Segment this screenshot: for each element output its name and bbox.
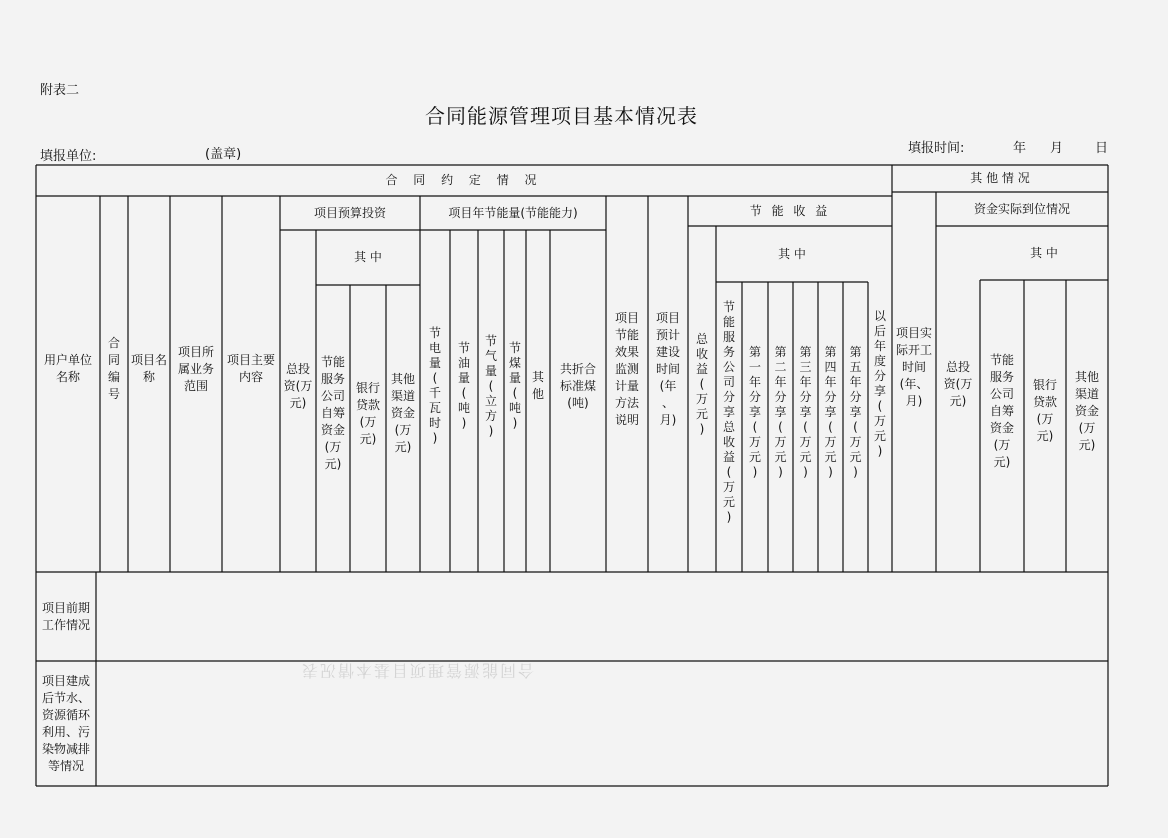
col-year5-share: 第 五 年 分 享 ( 万 元 ) [849, 344, 862, 479]
section-benefit: 节 能 收 益 [749, 203, 831, 218]
col-esco-share: 节 能 服 务 公 司 分 享 总 收 益 ( 万 元 ) [722, 299, 735, 524]
seal-note: (盖章) [205, 147, 242, 162]
col-electricity-saved: 节 电 量 ( 千 瓦 时 ) [428, 326, 441, 445]
col-oil-saved: 节 油 量 ( 吨 ) [457, 341, 470, 430]
section-other: 其 他 情 况 [970, 171, 1030, 185]
attachment-label: 附表二 [40, 83, 80, 98]
col-coal-saved: 节 煤 量 ( 吨 ) [508, 341, 521, 430]
col-total-investment: 总投 资(万 元) [283, 361, 313, 410]
section-saving: 项目年节能量(节能能力) [448, 205, 578, 220]
fill-date-year: 年 [1013, 141, 1027, 156]
row-after-build: 项目建成 后节水、 资源循环 利用、污 染物减排 等情况 [41, 673, 90, 773]
col-total-income: 总 收 益 ( 万 元 ) [695, 331, 708, 436]
col-bank-loan: 银行 贷款 (万 元) [355, 380, 380, 446]
fill-date-day: 日 [1095, 141, 1109, 156]
col-year2-share: 第 二 年 分 享 ( 万 元 ) [774, 344, 787, 479]
col-year3-share: 第 三 年 分 享 ( 万 元 ) [799, 344, 812, 479]
col-project-name: 项目名 称 [130, 353, 167, 384]
pre-work-field[interactable] [97, 573, 1107, 660]
fill-unit-label: 填报单位: [40, 149, 97, 164]
of-which-benefit: 其 中 [778, 246, 806, 261]
col-content: 项目主要 内容 [226, 353, 275, 384]
row-pre-work: 项目前期 工作情况 [41, 600, 90, 632]
col-esco-self-fund: 节能 服务 公司 自筹 资金 (万 元) [320, 355, 345, 471]
data-entry-row[interactable] [37, 543, 1107, 571]
col-later-share: 以 后 年 度 分 享 ( 万 元 ) [873, 309, 886, 458]
col-monitoring-method: 项目 节能 效果 监测 计量 方法 说明 [614, 310, 639, 427]
of-which-funding: 其 中 [1030, 245, 1058, 260]
col-other-saved: 其 他 [531, 370, 544, 401]
col-user-unit: 用户单位 名称 [43, 353, 92, 384]
section-contract: 合 同 约 定 情 况 [385, 173, 543, 187]
col-year1-share: 第 一 年 分 享 ( 万 元 ) [748, 344, 761, 479]
col-start-time: 项目实 际开工 时间 (年、 月) [895, 325, 932, 408]
fill-date-label: 填报时间: [908, 141, 965, 156]
col-standard-coal: 共折合 标准煤 (吨) [559, 361, 596, 410]
col-funding-esco: 节能 服务 公司 自筹 资金 (万 元) [989, 352, 1014, 469]
col-funding-other: 其他 渠道 资金 (万 元) [1074, 369, 1099, 452]
col-industry: 项目所 属业务 范围 [177, 344, 214, 393]
col-gas-saved: 节 气 量 ( 立 方 ) [484, 333, 497, 438]
col-funding-bank: 银行 贷款 (万 元) [1032, 378, 1057, 443]
fill-date-month: 月 [1050, 141, 1064, 156]
col-other-fund: 其他 渠道 资金 (万 元) [390, 372, 415, 454]
col-build-period: 项目 预计 建设 时间 (年 、 月) [655, 310, 680, 427]
col-year4-share: 第 四 年 分 享 ( 万 元 ) [824, 344, 837, 479]
col-contract-no: 合 同 编 号 [107, 336, 120, 401]
of-which-budget: 其 中 [354, 250, 382, 264]
col-funding-total: 总投 资(万 元) [943, 359, 973, 408]
section-budget: 项目预算投资 [313, 205, 386, 220]
section-funding: 资金实际到位情况 [973, 201, 1070, 216]
after-build-field[interactable] [97, 662, 1107, 785]
bleed-through-text: 合同能源管理项目基本情况表 [300, 661, 535, 680]
page-title: 合同能源管理项目基本情况表 [425, 104, 698, 128]
